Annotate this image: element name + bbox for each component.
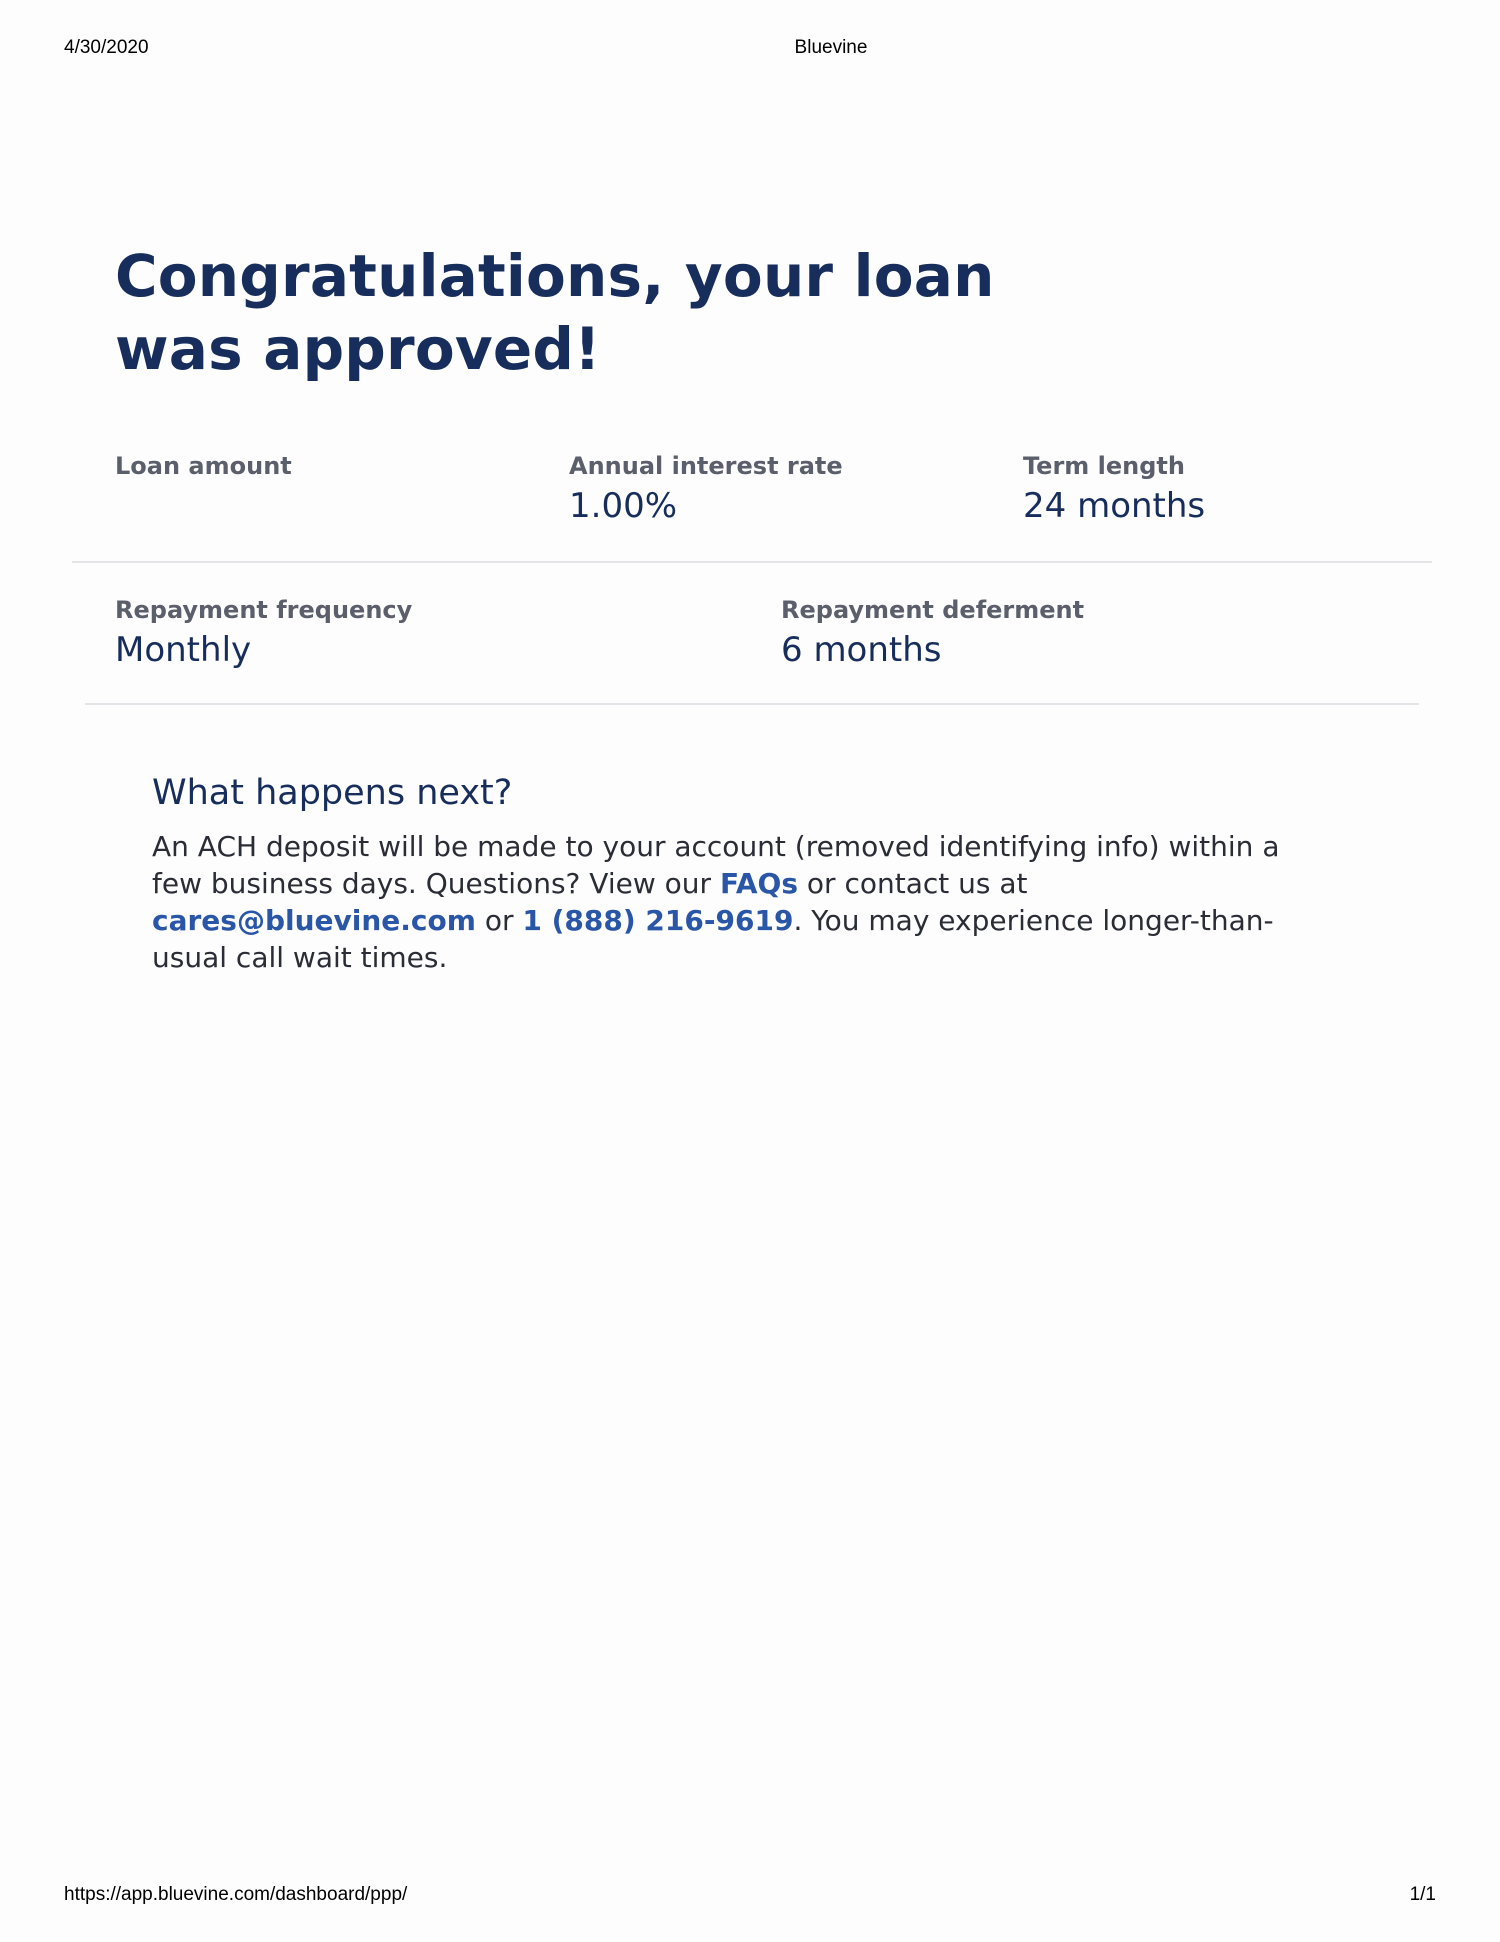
page-title: Congratulations, your loan was approved!	[115, 242, 995, 383]
faqs-link[interactable]: FAQs	[719, 867, 798, 900]
term-length-label: Term length	[1023, 452, 1185, 480]
print-header-title: Bluevine	[794, 37, 868, 58]
term-length-value: 24 months	[1023, 486, 1206, 526]
repayment-deferment-value: 6 months	[781, 630, 942, 670]
divider	[85, 703, 1419, 705]
repayment-deferment-label: Repayment deferment	[781, 596, 1085, 624]
next-steps-title: What happens next?	[152, 773, 513, 813]
next-steps-text-part: or contact us at	[798, 867, 1028, 900]
loan-amount-term	[115, 450, 292, 484]
repayment-frequency-value: Monthly	[115, 630, 252, 670]
print-header-date: 4/30/2020	[64, 37, 149, 58]
interest-rate-label: Annual interest rate	[569, 452, 843, 480]
interest-rate-term	[569, 450, 843, 528]
phone-link[interactable]: 1 (888) 216-9619	[522, 904, 794, 937]
print-footer-page-number: 1/1	[1409, 1884, 1436, 1905]
next-steps-text	[152, 828, 1332, 976]
next-steps-section	[152, 770, 1332, 976]
print-footer-url: https://app.bluevine.com/dashboard/ppp/	[64, 1884, 408, 1905]
loan-amount-label: Loan amount	[115, 452, 292, 480]
repayment-deferment-term	[781, 594, 1084, 672]
repayment-frequency-label: Repayment frequency	[115, 596, 413, 624]
email-link[interactable]: cares@bluevine.com	[152, 904, 476, 937]
interest-rate-value: 1.00%	[569, 486, 678, 526]
next-steps-text-part: or	[475, 904, 523, 937]
repayment-frequency-term	[115, 594, 412, 672]
next-steps-text-part: An ACH deposit will be made to your account (removed identifying info) within a few business days. Questions? View our	[152, 830, 1280, 900]
next-steps-text-part: . You may experience longer-than-usual call wait times.	[152, 904, 1274, 974]
term-length-term	[1023, 450, 1205, 528]
divider	[72, 561, 1432, 563]
